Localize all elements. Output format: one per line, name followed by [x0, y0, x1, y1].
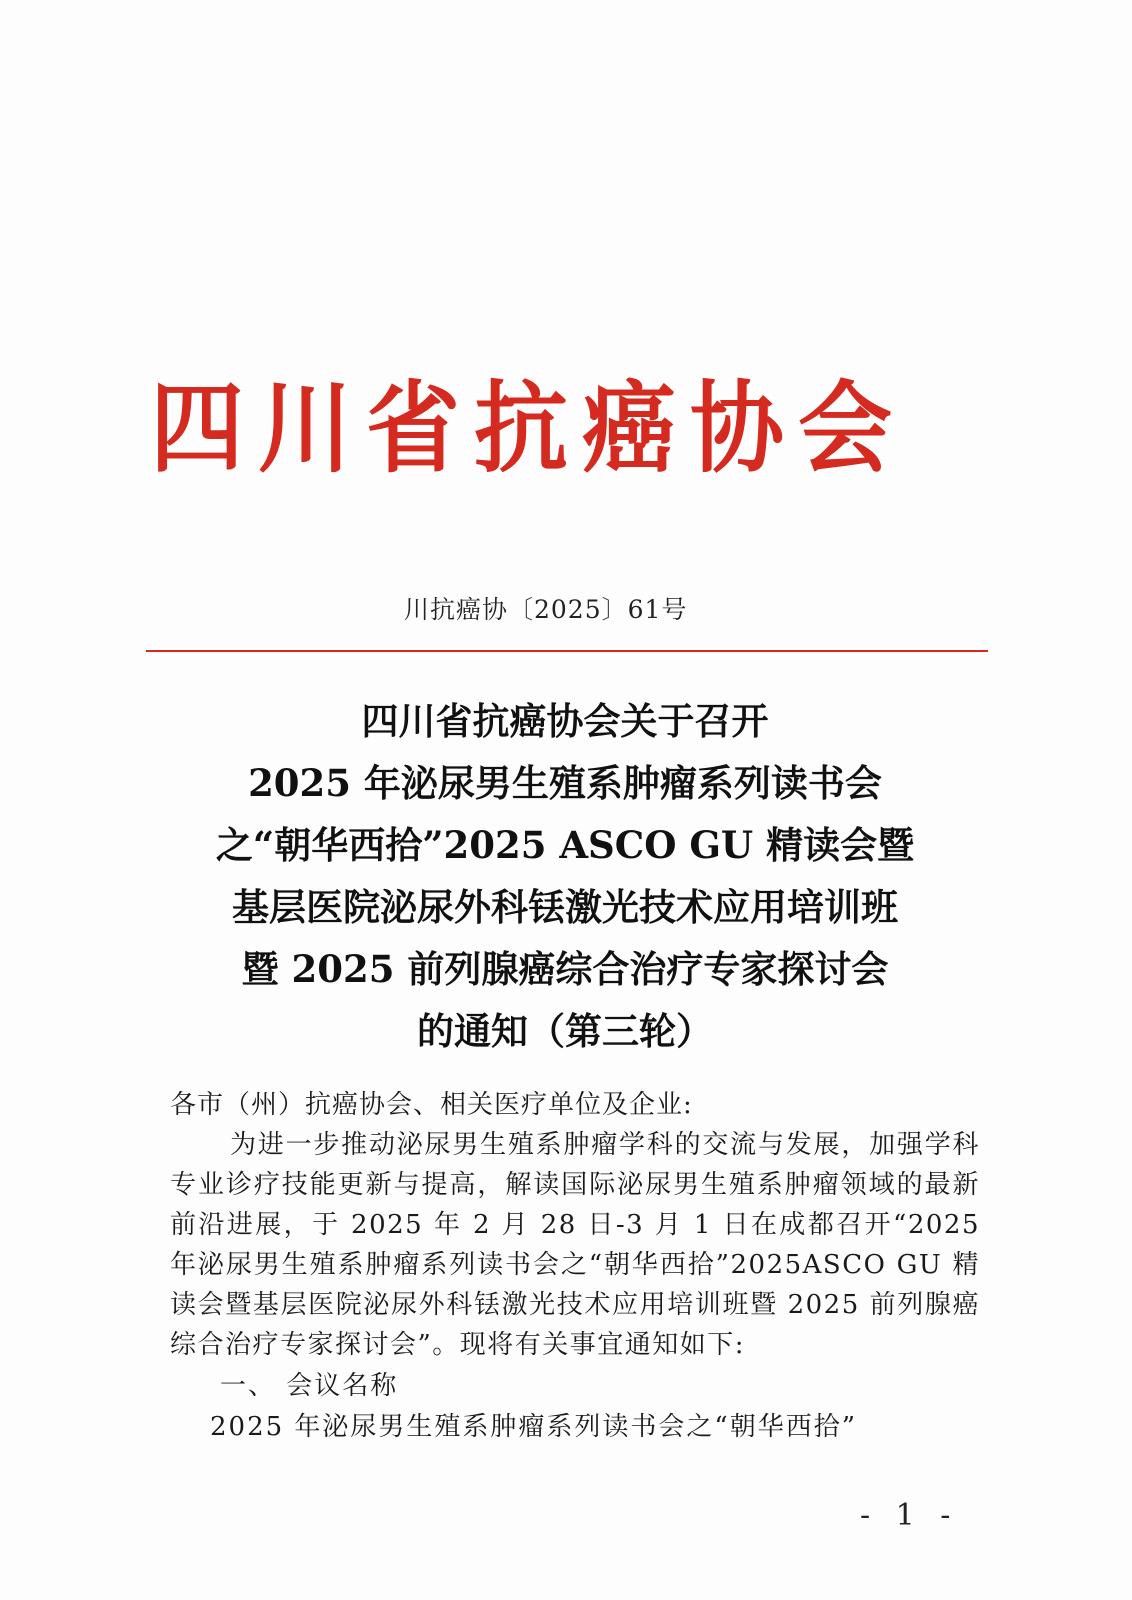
salutation: 各市（州）抗癌协会、相关医疗单位及企业:: [170, 1090, 693, 1120]
notice-title: [150, 690, 980, 1062]
notice-title-line: 四川省抗癌协会关于召开: [361, 699, 769, 743]
notice-title-line: 之“朝华西拾”2025 ASCO GU 精读会暨: [215, 823, 915, 867]
section-heading-meeting-name: 一、 会议名称: [220, 1371, 399, 1401]
letterhead-red-divider: [146, 650, 988, 652]
notice-title-line: 的通知（第三轮）: [417, 1009, 713, 1053]
organization-letterhead: 四川省抗癌协会: [150, 372, 907, 487]
notice-title-line: 2025 年泌尿男生殖系肿瘤系列读书会: [248, 761, 882, 805]
document-number: 川抗癌协〔2025〕61号: [404, 595, 688, 624]
section-text-meeting-name: 2025 年泌尿男生殖系肿瘤系列读书会之“朝华西拾”: [210, 1412, 858, 1442]
notice-title-line: 基层医院泌尿外科铥激光技术应用培训班: [232, 885, 898, 929]
intro-paragraph: 为进一步推动泌尿男生殖系肿瘤学科的交流与发展，加强学科专业诊疗技能更新与提高，解读国际泌尿男生殖系肿瘤领域的最新前沿进展，于 2025 年 2 月 28 日-3 月 1 日在成都召开“2025 年泌尿男生殖系肿瘤系列读书会之“朝华西拾”2025ASCO GU 精读会暨基层医院泌尿外科铥激光技术应用培训班暨 2025 前列腺癌综合治疗专家探讨会”。现将有关事宜通知如下:: [170, 1130, 980, 1360]
notice-title-line: 暨 2025 前列腺癌综合治疗专家探讨会: [241, 947, 889, 991]
notice-body: [170, 1085, 980, 1447]
page-number: - 1 -: [860, 1498, 959, 1533]
